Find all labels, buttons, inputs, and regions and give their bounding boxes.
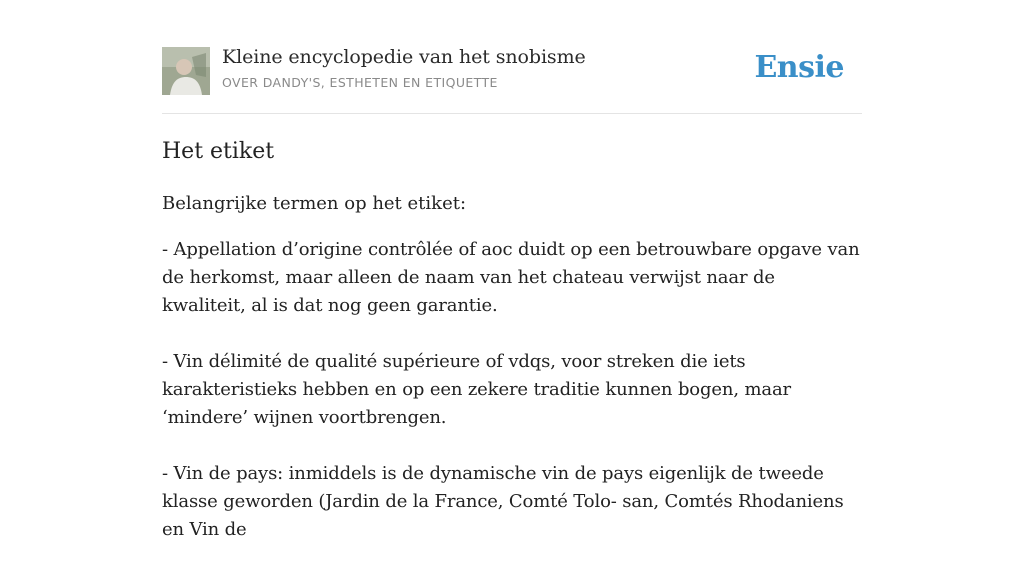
article-paragraph-3: - Vin de pays: inmiddels is de dynamische vin de pays eigenlijk de tweede klasse geworden (Jardin de la France, Comté Tolo- san, Comtés Rhodaniens en Vin de [162, 463, 844, 540]
header-divider [162, 113, 862, 114]
site-header [162, 46, 862, 96]
article-title: Het etiket [162, 139, 275, 164]
site-subtitle: OVER DANDY'S, ESTHETEN EN ETIQUETTE [222, 75, 498, 90]
article-intro: Belangrijke termen op het etiket: [162, 193, 467, 214]
article [162, 136, 862, 572]
avatar-photo-icon [162, 47, 210, 95]
article-paragraph-2: - Vin délimité de qualité supérieure of vdqs, voor streken die iets karakteristieks hebben en op een zekere traditie kunnen bogen, maar ‘mindere’ wijnen voortbrengen. [162, 351, 791, 428]
ensie-logo[interactable]: Ensie [754, 50, 844, 85]
site-title[interactable]: Kleine encyclopedie van het snobisme [222, 46, 586, 68]
article-paragraph-1: - Appellation d’origine contrôlée of aoc duidt op een betrouwbare opgave van de herkomst, maar alleen de naam van het chateau verwijst naar de kwaliteit, al is dat nog geen garantie. [162, 239, 860, 316]
author-avatar[interactable] [162, 47, 210, 95]
